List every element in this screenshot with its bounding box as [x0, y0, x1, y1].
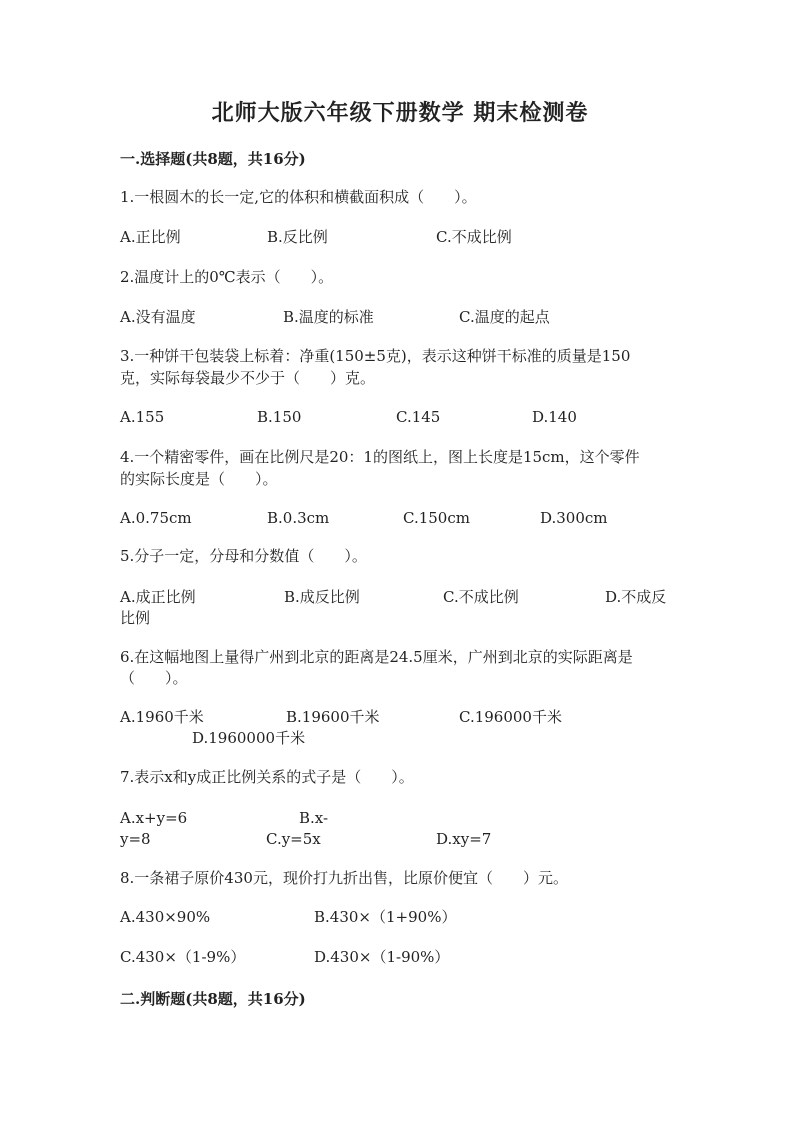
- q6-option-c: C.196000千米: [459, 708, 562, 726]
- q4-option-b: B.0.3cm: [267, 509, 330, 527]
- question-5: 5.分子一定，分母和分数值（ ）。: [120, 547, 367, 565]
- question-1: 1.一根圆木的长一定,它的体积和横截面积成（ ）。: [120, 188, 477, 206]
- q2-option-a: A.没有温度: [120, 308, 196, 326]
- q2-option-c: C.温度的起点: [459, 308, 550, 326]
- page-title: 北师大版六年级下册数学 期末检测卷: [211, 100, 589, 126]
- q3-option-c: C.145: [396, 408, 441, 426]
- question-8: 8.一条裙子原价430元，现价打九折出售，比原价便宜（ ）元。: [120, 869, 568, 887]
- question-2: 2.温度计上的0℃表示（ ）。: [120, 268, 334, 286]
- q1-option-a: A.正比例: [120, 228, 181, 246]
- question-3-line-2: 克，实际每袋最少不少于（ ）克。: [120, 369, 376, 387]
- q4-option-a: A.0.75cm: [120, 509, 192, 527]
- question-4-line-2: 的实际长度是（ ）。: [120, 470, 278, 488]
- section-heading-choice: 一.选择题(共8题，共16分): [120, 150, 306, 168]
- q7-option-a: A.x+y=6: [120, 809, 188, 827]
- q3-option-d: D.140: [532, 408, 577, 426]
- q4-option-c: C.150cm: [403, 509, 470, 527]
- q7-option-c: C.y=5x: [266, 830, 321, 848]
- q6-option-d: D.1960000千米: [192, 729, 306, 747]
- q6-option-a: A.1960千米: [120, 708, 204, 726]
- q1-option-b: B.反比例: [267, 228, 328, 246]
- question-6-line-2: （ ）。: [120, 669, 188, 687]
- q7-option-d: D.xy=7: [436, 830, 492, 848]
- section-heading-judgement: 二.判断题(共8题，共16分): [120, 990, 306, 1008]
- question-6-line-1: 6.在这幅地图上量得广州到北京的距离是24.5厘米，广州到北京的实际距离是: [120, 648, 633, 666]
- q5-option-d-wrap: 比例: [120, 609, 151, 627]
- q3-option-a: A.155: [120, 408, 165, 426]
- q4-option-d: D.300cm: [540, 509, 608, 527]
- q5-option-a: A.成正比例: [120, 588, 196, 606]
- question-3-line-1: 3.一种饼干包装袋上标着：净重(150±5克)，表示这种饼干标准的质量是150: [120, 347, 631, 365]
- question-7: 7.表示x和y成正比例关系的式子是（ ）。: [120, 768, 414, 786]
- q5-option-c: C.不成比例: [443, 588, 519, 606]
- q7-option-b: B.x-: [299, 809, 329, 827]
- q5-option-d: D.不成反: [605, 588, 667, 606]
- q3-option-b: B.150: [257, 408, 302, 426]
- q7-option-b-wrap: y=8: [120, 830, 151, 848]
- question-4-line-1: 4.一个精密零件，画在比例尺是20：1的图纸上，图上长度是15cm，这个零件: [120, 448, 640, 466]
- q8-option-c: C.430×（1-9%）: [120, 948, 246, 966]
- q2-option-b: B.温度的标准: [283, 308, 374, 326]
- q8-option-b: B.430×（1+90%）: [314, 908, 457, 926]
- q5-option-b: B.成反比例: [284, 588, 360, 606]
- q6-option-b: B.19600千米: [286, 708, 380, 726]
- q1-option-c: C.不成比例: [436, 228, 512, 246]
- q8-option-d: D.430×（1-90%）: [314, 948, 450, 966]
- q8-option-a: A.430×90%: [120, 908, 211, 926]
